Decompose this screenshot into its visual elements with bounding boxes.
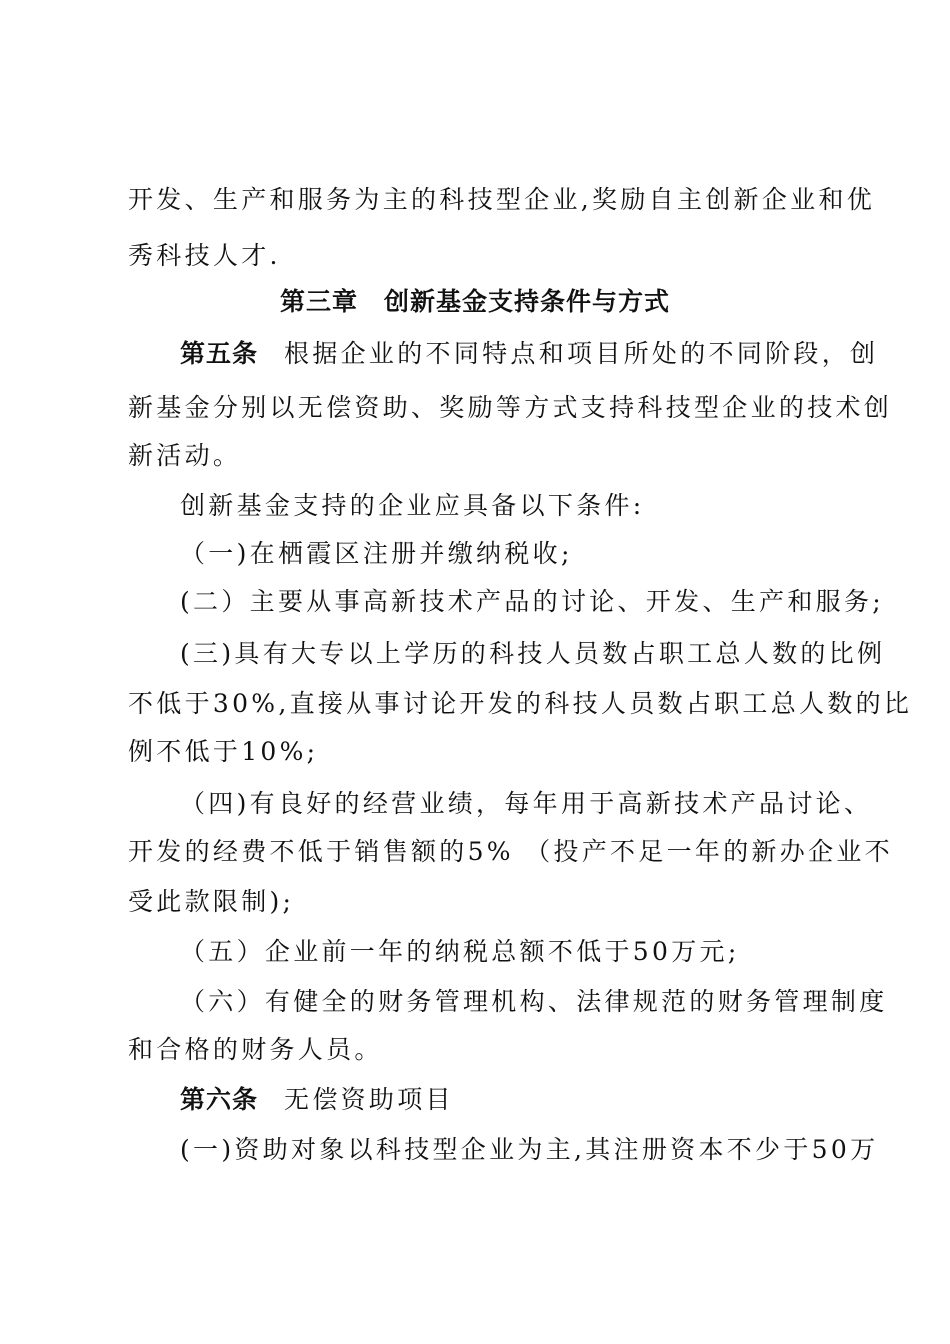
condition-item: （五）企业前一年的纳税总额不低于50万元; — [180, 937, 740, 966]
text-line: 新活动。 — [128, 441, 242, 470]
condition-item: (三)具有大专以上学历的科技人员数占职工总人数的比例 — [180, 639, 886, 668]
condition-item: （一)在栖霞区注册并缴纳税收; — [180, 539, 573, 568]
text-line: 受此款限制); — [128, 887, 295, 916]
text-line: 开发的经费不低于销售额的5% （投产不足一年的新办企业不 — [128, 837, 894, 866]
chapter-number: 第三章 — [279, 287, 358, 316]
text-line: 不低于30%,直接从事讨论开发的科技人员数占职工总人数的比 — [128, 689, 913, 718]
article-6-line — [180, 1084, 824, 1116]
text-line: 新基金分别以无偿资助、奖励等方式支持科技型企业的技术创 — [128, 393, 893, 422]
text-line: 例不低于10%; — [128, 737, 319, 766]
text-line: 秀科技人才. — [128, 241, 281, 270]
article-5-label: 第五条 — [180, 339, 259, 368]
condition-item: (二）主要从事高新技术产品的讨论、开发、生产和服务; — [180, 587, 884, 616]
text-line: 创新基金支持的企业应具备以下条件: — [180, 491, 645, 520]
condition-item: （四)有良好的经营业绩，每年用于高新技术产品讨论、 — [180, 789, 873, 818]
article-5-text: 根据企业的不同特点和项目所处的不同阶段，创 — [284, 339, 879, 368]
text-line: 和合格的财务人员。 — [128, 1035, 383, 1064]
condition-item: （六）有健全的财务管理机构、法律规范的财务管理制度 — [180, 987, 888, 1016]
article-5-line — [180, 338, 879, 370]
chapter-heading — [0, 286, 950, 318]
text-line: 开发、生产和服务为主的科技型企业,奖励自主创新企业和优 — [128, 185, 876, 214]
article-6-text: 无偿资助项目 — [284, 1085, 454, 1114]
text-line: (一)资助对象以科技型企业为主,其注册资本不少于50万 — [180, 1135, 879, 1164]
chapter-title: 创新基金支持条件与方式 — [384, 287, 671, 316]
article-6-label: 第六条 — [180, 1085, 259, 1114]
